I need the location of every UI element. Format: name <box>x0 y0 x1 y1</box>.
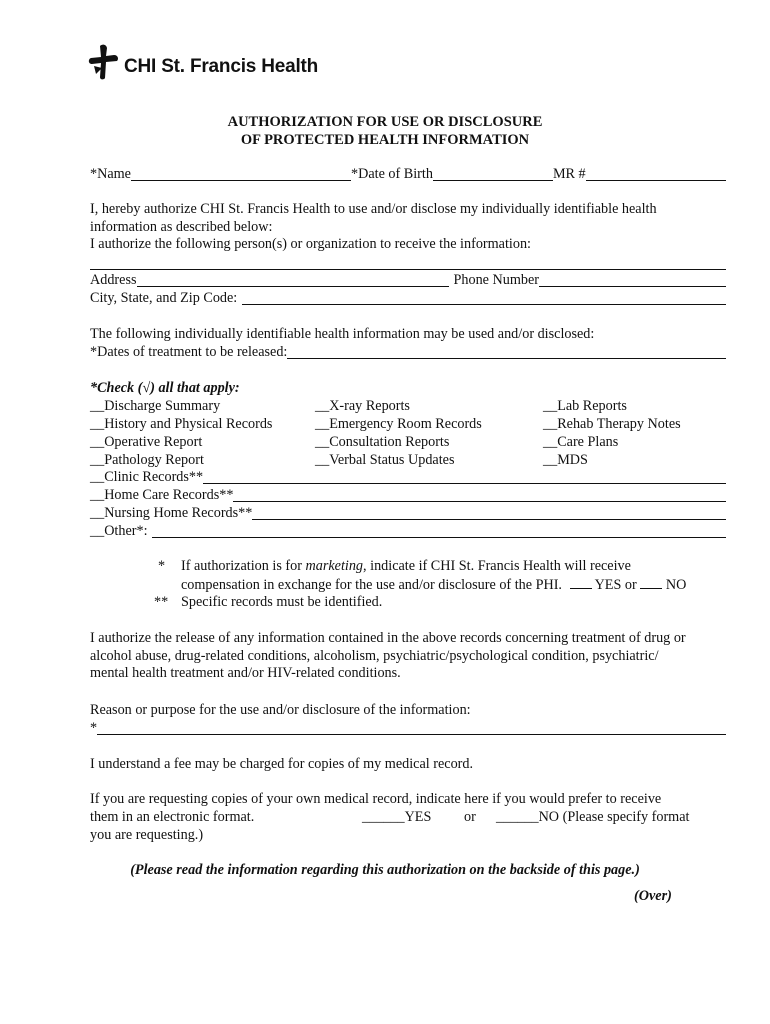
check-item[interactable]: __Lab Reports <box>543 398 627 414</box>
star-mark: * <box>158 558 166 574</box>
over-note: (Over) <box>634 888 672 904</box>
phone-label: Phone Number <box>453 272 540 288</box>
recipient-name-field[interactable] <box>90 269 726 270</box>
release-line-2: alcohol abuse, drug-related conditions, alcoholism, psychiatric/psychological condition, psychiatric/ <box>90 647 659 664</box>
check-item[interactable]: __Emergency Room Records <box>315 415 482 432</box>
check-item[interactable]: __Care Plans <box>543 433 619 450</box>
release-paragraph <box>90 630 730 683</box>
chi-cross-icon <box>88 44 120 80</box>
electronic-no[interactable]: ______NO (Please specify format <box>496 809 690 825</box>
reason-field[interactable] <box>97 721 726 735</box>
nursing-field[interactable] <box>252 506 726 520</box>
address-row <box>90 272 726 289</box>
check-item[interactable]: __Discharge Summary <box>90 398 221 414</box>
patient-info-row <box>90 166 726 183</box>
reason-row <box>90 720 726 737</box>
info-line: The following individually identifiable health information may be used and/or disclosed: <box>90 326 595 342</box>
logo-text: CHI St. Francis Health <box>124 56 319 77</box>
backside-note: (Please read the information regarding this authorization on the backside of this page.) <box>130 862 640 878</box>
mr-field[interactable] <box>586 167 726 181</box>
checklist-col-3 <box>543 398 681 470</box>
nursing-row <box>90 505 726 522</box>
check-item[interactable]: __X-ray Reports <box>315 398 410 414</box>
marketing-word: marketing <box>305 558 364 574</box>
reason-label: Reason or purpose for the use and/or disclosure of the information: <box>90 702 471 718</box>
double-star-mark: ** <box>154 594 169 610</box>
dob-field[interactable] <box>433 167 553 181</box>
check-item[interactable]: __History and Physical Records <box>90 415 273 432</box>
other-row <box>90 523 726 540</box>
name-field[interactable] <box>131 167 351 181</box>
no-label: NO <box>665 577 687 593</box>
electronic-line-2: them in an electronic format. <box>90 809 255 825</box>
release-line-3: mental health treatment and/or HIV-related conditions. <box>90 665 401 682</box>
check-item[interactable]: __Pathology Report <box>90 451 204 468</box>
authorize-line-2: information as described below: <box>90 218 273 235</box>
check-item[interactable]: __Rehab Therapy Notes <box>543 415 681 432</box>
city-field[interactable] <box>242 291 726 305</box>
page-title <box>0 113 770 149</box>
authorize-paragraph <box>90 201 730 254</box>
clinic-field[interactable] <box>203 470 726 484</box>
dates-row <box>90 344 726 361</box>
nursing-label[interactable]: __Nursing Home Records** <box>90 505 253 521</box>
compensation-text: compensation in exchange for the use and/or disclosure of the PHI. <box>181 577 562 593</box>
electronic-yes[interactable]: ______YES <box>362 809 432 825</box>
phone-field[interactable] <box>539 273 726 287</box>
home-care-row <box>90 487 726 504</box>
clinic-label[interactable]: __Clinic Records** <box>90 469 204 485</box>
marketing-note <box>181 558 631 576</box>
address-field[interactable] <box>137 273 449 287</box>
compensation-note <box>181 576 686 595</box>
title-line-1: AUTHORIZATION FOR USE OR DISCLOSURE <box>227 114 543 130</box>
checklist-col-1 <box>90 398 272 470</box>
yes-or-label: YES or <box>594 577 637 593</box>
title-line-2: OF PROTECTED HEALTH INFORMATION <box>240 132 530 148</box>
electronic-line-3: you are requesting.) <box>90 827 204 843</box>
check-item[interactable]: __MDS <box>543 451 588 468</box>
checklist-heading: *Check (√) all that apply: <box>90 380 240 396</box>
check-item[interactable]: __Verbal Status Updates <box>315 451 455 468</box>
electronic-or: or <box>464 809 476 825</box>
dates-label: *Dates of treatment to be released: <box>90 344 288 360</box>
check-item[interactable]: __Consultation Reports <box>315 433 450 450</box>
checklist-col-2 <box>315 398 482 470</box>
no-blank[interactable] <box>640 576 662 589</box>
reason-star: * <box>90 720 98 736</box>
mr-label: MR # <box>552 166 586 182</box>
logo <box>88 44 318 80</box>
clinic-row <box>90 469 726 486</box>
other-label[interactable]: __Other*: <box>90 523 148 539</box>
name-label: *Name <box>90 166 131 182</box>
authorize-line-3: I authorize the following person(s) or organization to receive the information: <box>90 236 531 253</box>
city-label: City, State, and Zip Code: <box>90 290 238 306</box>
other-field[interactable] <box>152 524 726 538</box>
authorize-line-1: I, hereby authorize CHI St. Francis Health to use and/or disclose my individually identifiable health <box>90 201 657 217</box>
electronic-line-1: If you are requesting copies of your own medical record, indicate here if you would prefer to receive <box>90 791 662 807</box>
home-care-label[interactable]: __Home Care Records** <box>90 487 234 503</box>
dates-field[interactable] <box>287 345 726 359</box>
dob-label: *Date of Birth <box>350 166 433 182</box>
marketing-pre: If authorization is for <box>181 558 306 574</box>
home-care-field[interactable] <box>233 488 726 502</box>
yes-blank[interactable] <box>570 576 592 589</box>
release-line-1: I authorize the release of any information contained in the above records concerning treatment of drug or <box>90 630 686 646</box>
city-row <box>90 290 726 307</box>
address-label: Address <box>90 272 137 288</box>
fee-text: I understand a fee may be charged for copies of my medical record. <box>90 756 474 772</box>
check-item[interactable]: __Operative Report <box>90 433 203 450</box>
marketing-post: , indicate if CHI St. Francis Health will receive <box>363 558 631 574</box>
specific-note: Specific records must be identified. <box>181 594 383 610</box>
